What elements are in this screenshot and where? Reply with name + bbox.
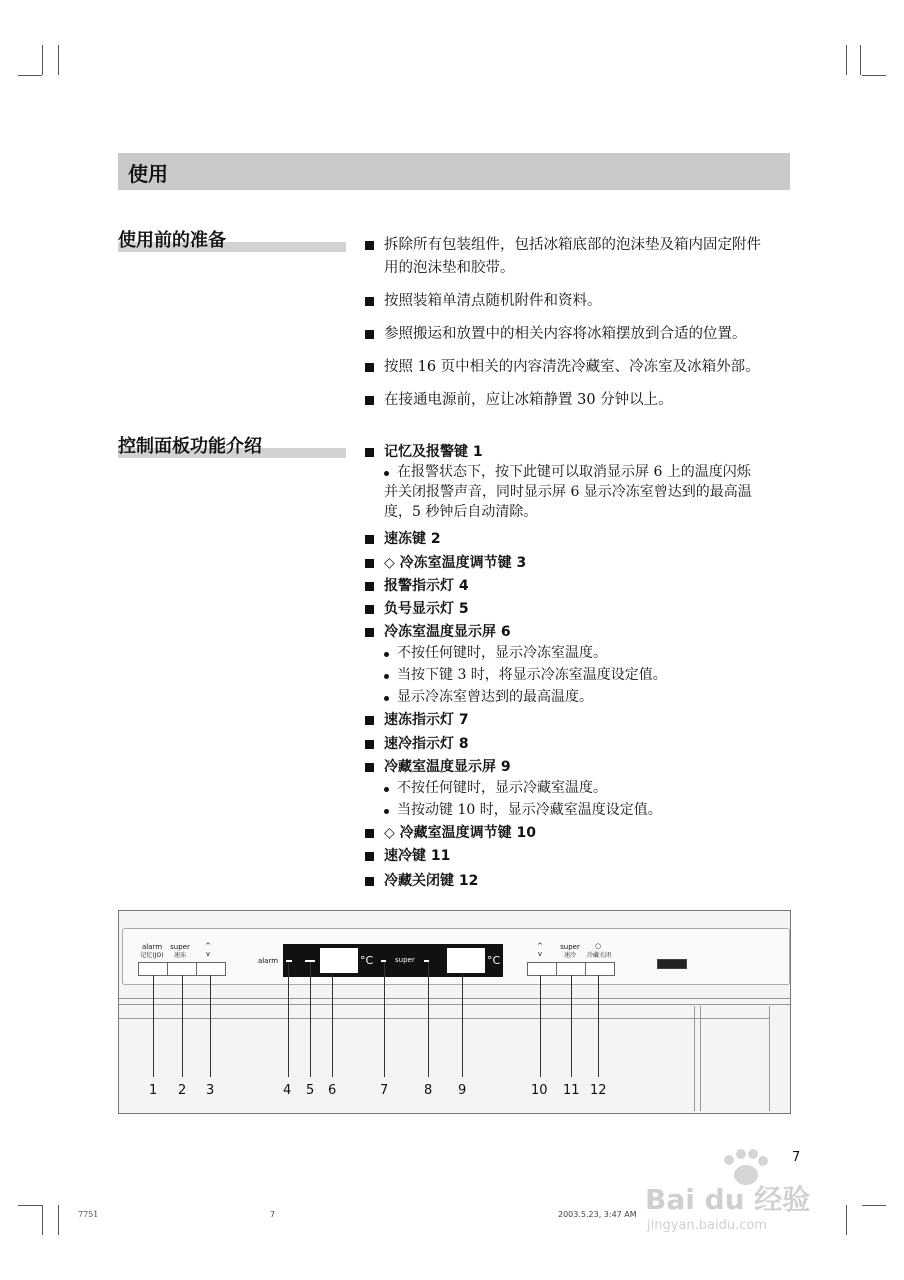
control-item (365, 846, 450, 866)
callout-line (540, 975, 541, 1077)
prep-item (365, 389, 794, 412)
bullet-square-icon (365, 330, 374, 339)
bullet-square-icon (365, 535, 374, 544)
panel-edge-line (694, 1006, 695, 1111)
bullet-dot-icon (384, 787, 389, 792)
callout-line (332, 973, 333, 1077)
callout-number: 11 (563, 1083, 580, 1098)
chevron-up-icon: ^ (205, 942, 211, 950)
prep-item-text: 在接通电源前，应让冰箱静置 30 分钟以上。 (384, 392, 673, 408)
callout-line (384, 962, 385, 1077)
bullet-square-icon (365, 297, 374, 306)
bullet-square-icon (365, 363, 374, 372)
crop-mark (18, 75, 42, 76)
control-desc (384, 778, 794, 798)
bullet-square-icon (365, 852, 374, 861)
prep-item (365, 234, 794, 280)
control-desc (384, 643, 794, 663)
control-item-label: 负号显示灯 5 (384, 601, 469, 617)
control-item-label: 速冷键 11 (384, 848, 451, 864)
control-item (365, 710, 469, 730)
button-label: super (170, 943, 190, 951)
control-item-label: 记忆及报警键 1 (384, 444, 483, 460)
callout-number: 12 (590, 1083, 607, 1098)
freezer-temp-display (320, 948, 358, 973)
bullet-square-icon (365, 582, 374, 591)
control-item-label: 速冷指示灯 8 (384, 736, 469, 752)
bullet-square-icon (365, 241, 374, 250)
prep-item-text: 按照 16 页中相关的内容清洗冷藏室、冷冻室及冰箱外部。 (384, 359, 760, 375)
crop-mark (862, 1205, 886, 1206)
bullet-dot-icon (384, 674, 389, 679)
panel-edge-line (119, 1004, 790, 1005)
baidu-watermark (645, 1148, 811, 1238)
control-item-label: ◇ 冷藏室温度调节键 10 (384, 825, 536, 841)
callout-line (153, 975, 154, 1077)
bullet-square-icon (365, 628, 374, 637)
callout-number: 7 (380, 1083, 389, 1098)
button-label: 速冻 (173, 952, 186, 959)
alarm-label: alarm (257, 957, 279, 965)
callout-line (210, 975, 211, 1077)
control-item-label: 冷冻室温度显示屏 6 (384, 624, 511, 640)
panel-edge-line (119, 1018, 769, 1019)
prep-item-text: 用的泡沫垫和胶带。 (384, 260, 515, 276)
callout-line (182, 975, 183, 1077)
control-item (365, 871, 478, 891)
section-title: 使用前的准备 (118, 230, 226, 251)
freezer-temp-adjust-button[interactable] (196, 962, 226, 976)
desc-text: 不按任何键时，显示冷藏室温度。 (397, 780, 607, 796)
section-heading-controls (118, 436, 346, 458)
desc-text: 并关闭报警声音，同时显示屏 6 显示冷冻室曾达到的最高温 (384, 484, 752, 500)
bullet-square-icon (365, 763, 374, 772)
alarm-indicator-light (286, 960, 292, 962)
crop-mark (58, 45, 59, 75)
button-label: 记忆(JO) (140, 952, 164, 959)
callout-line (571, 975, 572, 1077)
super-freeze-button[interactable] (167, 962, 197, 976)
control-item (365, 553, 526, 573)
control-desc (384, 800, 794, 820)
crop-mark (846, 1205, 847, 1235)
callout-number: 9 (458, 1083, 467, 1098)
button-label: 速冷 (563, 952, 576, 959)
bullet-square-icon (365, 829, 374, 838)
section-title: 控制面板功能介绍 (118, 436, 262, 457)
control-item (365, 599, 469, 619)
control-item-label: 速冻键 2 (384, 531, 441, 547)
desc-text: 当按下键 3 时，将显示冷冻室温度设定值。 (397, 667, 667, 683)
prep-item (365, 356, 794, 379)
crop-mark (862, 75, 886, 76)
prep-item (365, 290, 794, 313)
watermark-url: jingyan.baidu.com (647, 1218, 767, 1233)
chevron-down-icon: v (537, 950, 543, 958)
callout-number: 10 (531, 1083, 548, 1098)
desc-text: 度，5 秒钟后自动清除。 (384, 504, 538, 520)
crop-mark (42, 45, 43, 75)
page-title-banner (118, 153, 790, 190)
prep-item (365, 323, 794, 346)
control-item (365, 757, 511, 777)
bullet-square-icon (365, 716, 374, 725)
super-cool-button[interactable] (556, 962, 586, 976)
desc-text: 当按动键 10 时，显示冷藏室温度设定值。 (397, 802, 662, 818)
button-label: 冷藏关闭 (586, 952, 611, 959)
bullet-square-icon (365, 559, 374, 568)
bullet-square-icon (365, 605, 374, 614)
bullet-square-icon (365, 740, 374, 749)
bullet-square-icon (365, 396, 374, 405)
power-circle-icon: ○ (594, 942, 602, 950)
callout-line (598, 975, 599, 1077)
callout-line (462, 973, 463, 1077)
desc-text: 不按任何键时，显示冷冻室温度。 (397, 645, 607, 661)
section-heading-prep (118, 230, 346, 252)
crop-mark (42, 1205, 43, 1235)
panel-edge-line (700, 1006, 701, 1111)
callout-number: 6 (328, 1083, 337, 1098)
footer-right: 2003.5.23, 3:47 AM (558, 1210, 637, 1219)
control-item (365, 823, 536, 843)
callout-number: 8 (424, 1083, 433, 1098)
control-item-label: 冷藏室温度显示屏 9 (384, 759, 511, 775)
chevron-down-icon: v (205, 950, 211, 958)
desc-text: 显示冷冻室曾达到的最高温度。 (397, 689, 593, 705)
crop-mark (846, 45, 847, 75)
control-item (365, 622, 511, 642)
watermark-brand: Bai du 经验 (645, 1183, 811, 1216)
control-item (365, 442, 483, 462)
control-desc (384, 462, 794, 522)
control-desc (384, 665, 794, 685)
bullet-square-icon (365, 877, 374, 886)
bullet-dot-icon (384, 652, 389, 657)
control-item-label: 冷藏关闭键 12 (384, 873, 479, 889)
footer-left: 7751 (78, 1210, 99, 1219)
celsius-unit: °C (487, 954, 501, 967)
panel-edge-line (119, 998, 790, 999)
fridge-temp-display (447, 948, 485, 973)
control-desc (384, 687, 794, 707)
control-item (365, 734, 469, 754)
control-panel-illustration (118, 910, 791, 1114)
button-label: super (560, 943, 580, 951)
control-item (365, 576, 469, 596)
crop-mark (58, 1205, 59, 1235)
callout-number: 3 (206, 1083, 215, 1098)
alarm-memory-button[interactable] (138, 962, 168, 976)
callout-number: 4 (283, 1083, 292, 1098)
prep-item-text: 参照搬运和放置中的相关内容将冰箱摆放到合适的位置。 (384, 326, 747, 342)
control-item-label: 报警指示灯 4 (384, 578, 469, 594)
fridge-temp-adjust-button[interactable] (527, 962, 557, 976)
callout-line (310, 962, 311, 1077)
desc-text: 在报警状态下，按下此键可以取消显示屏 6 上的温度闪烁 (397, 464, 751, 480)
callout-line (288, 962, 289, 1077)
page-title: 使用 (128, 162, 168, 186)
fridge-off-button[interactable] (585, 962, 615, 976)
callout-line (428, 962, 429, 1077)
page-number: 7 (792, 1150, 801, 1165)
callout-number: 2 (178, 1083, 187, 1098)
bullet-dot-icon (384, 809, 389, 814)
crop-mark (860, 45, 861, 75)
brand-plate (657, 959, 687, 969)
panel-edge-line (769, 1006, 770, 1111)
button-label: alarm (141, 943, 163, 951)
prep-item-text: 按照装箱单清点随机附件和资料。 (384, 293, 602, 309)
chevron-up-icon: ^ (537, 942, 543, 950)
callout-number: 5 (306, 1083, 315, 1098)
control-item-label: 速冻指示灯 7 (384, 712, 469, 728)
prep-item-text: 拆除所有包装组件，包括冰箱底部的泡沫垫及箱内固定附件 (384, 237, 761, 253)
super-label: super (395, 956, 415, 964)
footer-center: 7 (270, 1210, 276, 1219)
callout-number: 1 (149, 1083, 158, 1098)
bullet-square-icon (365, 448, 374, 457)
control-item (365, 529, 441, 549)
crop-mark (18, 1205, 42, 1206)
celsius-unit: °C (360, 954, 374, 967)
bullet-dot-icon (384, 471, 389, 476)
control-item-label: ◇ 冷冻室温度调节键 3 (384, 555, 527, 571)
bullet-dot-icon (384, 696, 389, 701)
